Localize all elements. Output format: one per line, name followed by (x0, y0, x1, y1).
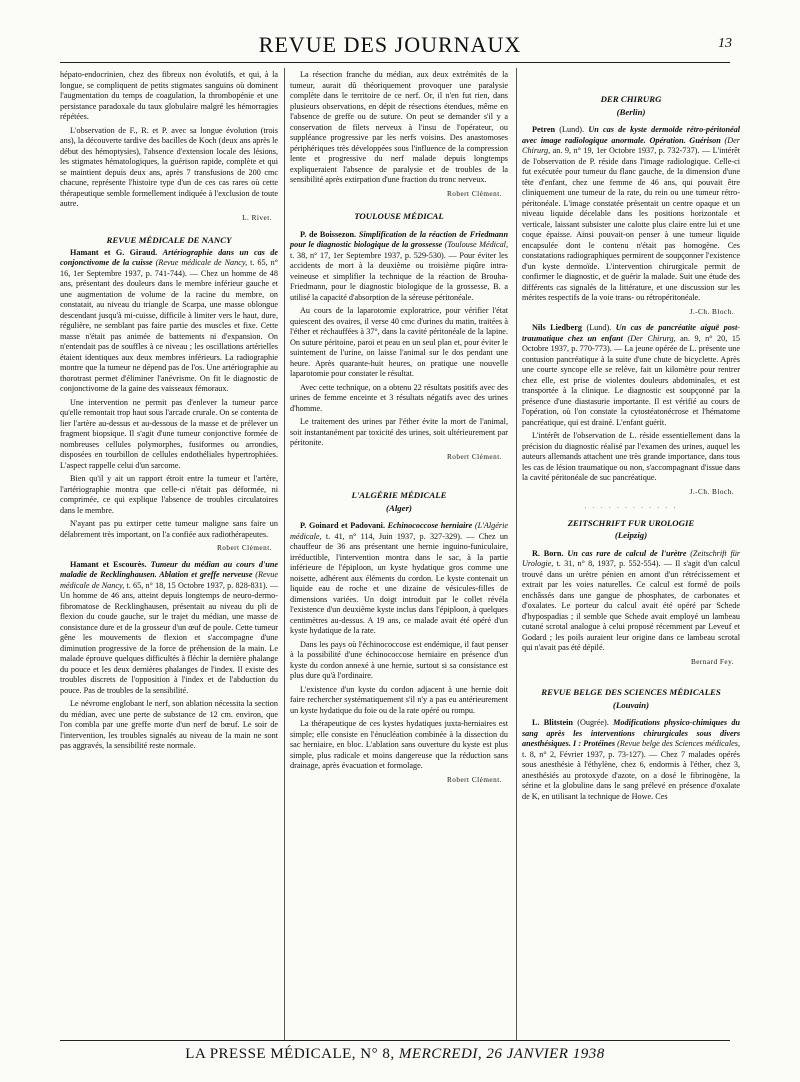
article-source: (Der Chirurg, (627, 333, 676, 343)
paragraph: Une intervention ne permit pas d'enlever la tumeur parce qu'elle remontait trop haut sous l'arcade crurale. On se contenta de lier l'artère au-dessus et au-dessous de la masse et de prélever un fragment biopsique. Il s'agit d'une tumeur conjonctive formée de nombreuses cellules polymorphes, fusiformes ou arrondies, disposées en tourbillon de cellules endothéliales hypertrophiées. L'aspect rappelle celui d'un sarcome. (60, 397, 278, 470)
article-title: Un cas de kyste dermoïde rétro-péritonéal avec image radiologique anormale. Opération. Guérison (522, 125, 740, 145)
page-number: 13 (718, 36, 732, 51)
article-text: an. 9, n° 20, 15 Octobre 1937, p. 770-773). — La jeune opérée de L. présente une contusion pancréatique à la suite d'une chute de bicyclette. Après une courte syncope elle se relève, fait un kilomètre pour rentrer chez elle, est prise de violentes douleurs abdominales, et est transportée à la clinique. Le diagnostic est soupçonné par la présence d'une diastasurie importante. Il est vérifié au cours de l'opération, où l'on constate la cytostéatonécrose et l'hématome pancréatique, qui est drainé. L'enfant guérit. (522, 333, 741, 427)
article-text: t. 8, n° 2, Février 1937, p. 73-127). — Chez 7 malades opérés sous anesthésie à l'éthylène, chez 6, endormis à l'éther, chez 3, anesthésiés au protoxyde d'azote, on a dosé le fibrinogène, la sérine et la globuline dans le sang prélevé en présence d'oxalate de K, en utilisant la technique de Howe. Ces (522, 749, 740, 801)
article-source: (Toulouse Médical, (444, 240, 508, 249)
article-author: Nils Liedberg (532, 323, 582, 332)
article-source: (Revue belge des Sciences médicales, (617, 739, 740, 748)
page-footer (60, 1046, 730, 1063)
paragraph: L'intérêt de l'observation de L. réside essentiellement dans la précision du diagnostic réalisé par l'examen des urines, auquel les auteurs allemands attachent une très grande importance, dans tous les cas de lésion traumatique ou non, s'accompagnant d'issue dans la cavité péritonéale de suc pancréatique. (522, 431, 740, 482)
article-author: R. Born. (532, 548, 564, 558)
article (522, 323, 740, 428)
page-header (60, 30, 732, 60)
signature: Robert Clément. (446, 452, 502, 461)
paragraph: L'existence d'un kyste du cordon adjacent à une hernie doit faire rechercher systématiquement s'il n'y a pas eu antérieurement un kyste hydatique du foie ou de la rate opéré ou rompu. (290, 684, 508, 715)
footer-rule (60, 1040, 730, 1041)
article-source: (Revue médicale de Nancy, (60, 570, 278, 590)
paragraph: La résection franche du médian, aux deux extrémités de la tumeur, aurait dû théoriquement provoquer une paralysie complète dans le territoire de ce nerf. Or, il n'en fut rien, dans plusieurs observations, en dépit de résections étendues, même en l'absence de greffe ou de suture. On peut se demander s'il y a conservation de filets nerveux à l'insu de l'opérateur, ou suppléance progressive par les nerfs voisins. Des anastomoses périphériques très développées sous l'influence de la compression lente et progressive du nerf malade depuis longtemps expliqueraient l'absence de paralysie et de troubles de la sensibilité après extirpation d'une fraction du tronc nerveux. (290, 70, 508, 184)
paragraph: Bien qu'il y ait un rapport étroit entre la tumeur et l'artère, l'artériographie montra que celle-ci n'était pas déformée, ni comprimée, ce qui explique l'absence de troubles circulatoires dans le membre. (60, 474, 278, 515)
article (60, 248, 278, 395)
article-title: Simplification de la réaction de Friedmann pour le diagnostic biologique de la grossesse (290, 229, 508, 249)
paragraph: N'ayant pas pu extirper cette tumeur maligne sans faire un délabrement très important, on l'a confiée aux radiothérapeutes. (60, 519, 278, 539)
footer-journal: LA PRESSE MÉDICALE, N° 8, (185, 1046, 395, 1062)
running-title: REVUE DES JOURNAUX (258, 32, 522, 57)
article-location: (Ougrée). (577, 718, 609, 727)
column-1 (60, 70, 278, 755)
article (522, 549, 740, 654)
article-title: Un cas de pancréatite aiguë post-traumatique chez un enfant (522, 323, 740, 343)
column-2 (290, 70, 508, 791)
header-rule (60, 62, 730, 63)
article-title: Tumeur du médian au cours d'une maladie de Recklinghausen. Ablation et greffe nerveuse (60, 559, 279, 579)
signature: Robert Clément. (216, 544, 272, 552)
article-title: Modifications physico-chimiques du sang après les interventions chirurgicales sous divers anesthésiques. I : Protéines (522, 718, 740, 748)
footer-date: MERCREDI, 26 JANVIER 1938 (398, 1046, 605, 1062)
paragraph: Avec cette technique, on a obtenu 22 résultats positifs avec des urines de femme enceinte et 3 résultats négatifs avec des urines d'homme. (290, 382, 508, 413)
article-author: P. de Boissezon. (300, 229, 357, 239)
paragraph: Au cours de la laparotomie exploratrice, pour vérifier l'état quiescent des ovaires, il verse 40 cmc d'urines du matin, traitées à l'éther et réchauffées à 37°, dans la cavité péritonéale de la lapine. On suture péritoine, paroi et peau en un seul plan et, pour éviter le suintement de l'urine, on laisse l'animal sur le dos pendant une heure. Après quarante-huit heures, on pratique une nouvelle laparotomie pour constater le résultat. (290, 306, 508, 378)
article-text: an. 9, n° 19, 1er Octobre 1937, p. 732-737). — L'intérêt de l'observation de P. réside dans l'image radiologique. Celle-ci fut exécutée pour tumeur du flanc gauche, de la dimension d'une tête d'enfant, chez une femme de 46 ans, qui pouvait être cliniquement une tumeur de la rate, du rein ou une tumeur rétro-péritonéale. L'image constatée présentait un centre opaque et un niveau liquide décelable dans les positions horizontale et verticale, laissant subsister une calotte plus claire entre lui et une coque épaisse. Ainsi pouvait-on penser à une tumeur liquide encapsulée dont le contenu n'était pas homogène. Ces constatations radiographiques permirent de soupçonner l'existence d'un kyste dermoïde. L'intervention chirurgicale permit de confirmer le diagnostic, et de guérir la malade. Suit une étude des différents cas signalés de la littérature, et une discussion sur les mérites respectifs de la voie trans- ou rétropéritonéale. (522, 146, 740, 302)
article-text: t. 65, n° 16, 1er Septembre 1937, p. 741-744). — Chez un homme de 48 ans, présentant des douleurs dans le membre inférieur gauche et une augmentation de volume de la racine du membre, on constatait, au niveau du triangle de Scarpa, une masse oblongue descendant jusqu'à mi-cuisse, difficile à limiter vers le haut, dure, régulière, ne semblant pas faire partie des muscles et fixe. Cette masse n'était pas animée de battements ni d'expansion. On n'entendait pas de souffles à ce niveau ; les oscillations artérielles étaient identiques aux deux membres inférieurs. La radiographie montre que la tumeur ne dépend pas de l'os. Une artériographie au thorotrast permet d'éliminer l'anévrisme. On fit le diagnostic de conjonctivome de la gaine des vaisseaux fémoraux. (60, 258, 279, 393)
article-author: L. Blitstein (532, 718, 573, 727)
article-author: Hamant et Escourès. (70, 559, 147, 569)
article-author: P. Goinard et Padovani. (300, 521, 386, 530)
section-city: (Berlin) (616, 106, 646, 117)
paragraph: La thérapeutique de ces kystes hydatiques juxta-herniaires est simple; elle consiste en l'énucléation combinée à la dissection du sac herniaire, en bloc. L'ablation sans ouverture du kyste est plus simple, plus radicale et moins dangereuse que la réduction sans drainage, après évacuation et formolage. (290, 719, 508, 770)
print-artifact: · · · · · · · · · · · · (584, 504, 678, 512)
article-title: Echinococcose herniaire (387, 521, 473, 530)
signature: J.-Ch. Bloch. (689, 307, 734, 316)
paragraph: Le traitement des urines par l'éther évite la mort de l'animal, soit instantanément par toxicité des urines, soit ultérieurement par péritonite. (290, 417, 508, 447)
column-divider (284, 68, 285, 1040)
article-source: (Revue médicale de Nancy, (155, 258, 248, 267)
article-text: t. 41, n° 114, Juin 1937, p. 327-329). — Chez un chauffeur de 36 ans présentant une hernie inguino-funiculaire, irréductible, l'intervention montra dans le sac, à la partie inférieure de l'épiploon, un kyste hydatique gros comme une noisette, adhérent aux éléments du cordon. Le kyste contenait un liquide eau de roche et une dizaine de vésicules-filles de dimensions variées. Un doigt introduit par le collet révéla l'existence d'un deuxième kyste inclus dans l'épiploon, à quelques centimètres au-dessus. A 19 ans, ce malade avait été opéré d'un kyste hydatique de la rate. (290, 531, 509, 635)
paragraph: L'observation de F., R. et P. avec sa longue évolution (trois ans), la découverte tardive des bacilles de Koch (deux ans après le début des hémoptysies), l'absence d'extension locale des lésions, les stigmates hématologiques, la guérison rapide, complète et qui se maintient depuis deux ans, après 7 transfusions de 200 cmc chacune, représente l'histoire type d'un de ces cas rares où cette thérapeutique semble formellement indiquée à l'exclusion de toute autre. (60, 125, 278, 208)
article (60, 560, 278, 697)
section-heading: ZEITSCHRIFT FUR UROLOGIE (567, 517, 695, 528)
paragraph: hépato-endocrinien, chez des fibreux non évolutifs, et qui, à la longue, se compliquent de petits stigmates sanguins où dominent l'augmentation du temps de coagulation, la thrombopénie et une persistance paradoxale du taux globulaire malgré les hémorragies répétées. (60, 70, 278, 121)
article-title: Un cas rare de calcul de l'urètre (567, 548, 687, 558)
article-location: (Lund). (559, 125, 585, 134)
paragraph: Le névrome englobant le nerf, son ablation nécessita la section du médian, avec une perte de substance de 12 cm. environ, que l'on combla par une greffe morte d'un nerf de bœuf. Le soir de l'intervention, les troubles signalés au niveau de la main ne sont pas aggravés, la sensibilité reste normale. (60, 699, 278, 750)
signature: Robert Clément. (446, 189, 502, 198)
section-city: (Alger) (386, 502, 412, 513)
signature: Robert Clément. (446, 775, 502, 784)
article-author: Petren (532, 125, 556, 134)
article-source: (L'Algérie médicale, (290, 521, 508, 541)
article (522, 125, 740, 304)
article-title: Artériographie dans un cas de conjonctivome de la cuisse (60, 247, 278, 267)
article (290, 230, 508, 304)
section-heading: REVUE BELGE DES SCIENCES MÉDICALES (541, 687, 721, 697)
article-location: (Lund). (586, 323, 612, 332)
column-3 (522, 70, 740, 805)
section-heading: REVUE MÉDICALE DE NANCY (106, 235, 232, 245)
section-city: (Louvain) (612, 699, 650, 710)
article-author: Hamant et G. Giraud. (70, 247, 158, 257)
article (290, 521, 508, 637)
section-heading: L'ALGÉRIE MÉDICALE (351, 490, 447, 500)
article-source: (Zeitschrift für Urologie, (522, 548, 741, 568)
section-heading: DER CHIRURG (600, 94, 662, 104)
article (522, 718, 740, 802)
article-text: t. 31, n° 8, 1937, p. 552-554). — Il s'agit d'un calcul trouvé dans un urètre pénien en amont d'un rétrécissement et extrait par les voies naturelles. Ce calcul est formé de poils enchâssés dans une gangue de phosphates, de carbonates et d'oxalates. Le porteur du calcul avait été opéré par Schede d'hypospadias ; il semble que Schede avait employé un lambeau cutané scrotal analogue à celui proposé récemment par Leveuf et Godard ; les poils auraient leur origine dans ce lambeau scrotal qui n'avait pas été dépilé. (522, 559, 740, 652)
article-text: t. 65, n° 18, 15 Octobre 1937, p. 828-831). — Un homme de 46 ans, atteint depuis longtemps de neuro-dermo-fibromatose de Recklinghausen, présentait au niveau du pli de flexion du coude gauche, sur le trajet du médian, une masse de consistance dure et de la grosseur d'un œuf de poule. Cette tumeur gêne les mouvements de flexion et s'accompagne d'une diminution progressive de la force de préhension de la main. Le malade éprouve quelques difficultés à fléchir la dernière phalange du pouce et les deux dernières phalanges de l'index. Il existe des troubles discrets de l'opposition à l'index et de l'abduction du pouce. Pas de troubles de la sensibilité. (60, 580, 279, 695)
signature: Bernard Fey. (690, 657, 734, 666)
article-source: (Der Chirurg, (522, 135, 740, 155)
signature: J.-Ch. Bloch. (689, 487, 734, 496)
article-text: t. 38, n° 17, 1er Septembre 1937, p. 529-530). — Pour éviter les accidents de mort à la deuxième ou troisième piqûre intra-veineuse et simplifier la technique de la réaction de Brouha-Friedmann, pour le diagnostic biologique de la grossesse, B. a utilisé la capacité d'absorption de la séreuse péritonéale. (290, 250, 508, 302)
paragraph: Dans les pays où l'échinococcose est endémique, il faut penser à la possibilité d'une échinococcose herniaire en présence d'un kyste du cordon annexé à une hernie, surtout si sa consistance est plus dure qu'à l'ordinaire. (290, 639, 508, 680)
signature: L. Rivet. (242, 213, 272, 222)
column-divider (516, 68, 517, 1040)
section-city: (Leipzig) (614, 530, 648, 540)
section-heading: TOULOUSE MÉDICAL (354, 211, 444, 221)
